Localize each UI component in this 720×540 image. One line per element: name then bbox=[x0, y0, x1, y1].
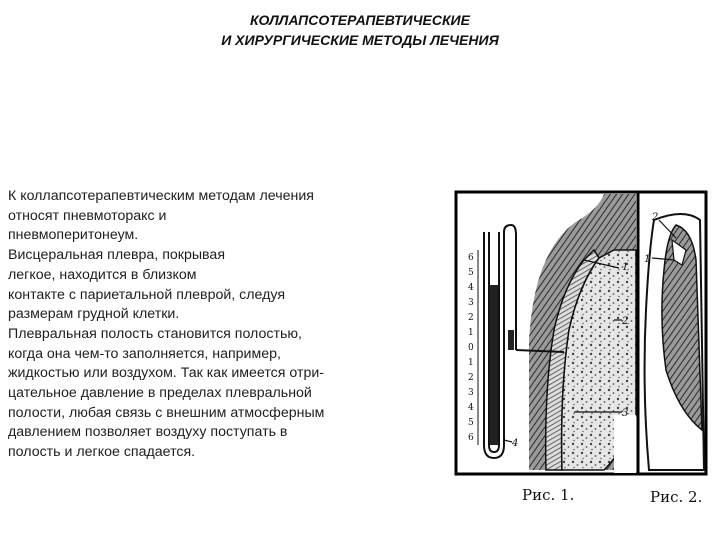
callout-3: 3 bbox=[622, 408, 629, 419]
caption-figure-2: Рис. 2. bbox=[650, 488, 703, 506]
callout-2: 2 bbox=[622, 316, 629, 327]
body-line: полости, любая связь с внешним атмосферным bbox=[8, 404, 325, 421]
svg-text:3: 3 bbox=[468, 298, 474, 308]
svg-text:3: 3 bbox=[468, 388, 474, 398]
body-line: размерам грудной клетки. bbox=[8, 306, 180, 323]
body-line: жидкостью или воздухом. Так как имеется отри- bbox=[8, 365, 325, 382]
svg-text:5: 5 bbox=[468, 268, 474, 278]
body-line: легкое, находится в близком bbox=[8, 266, 197, 283]
body-line: контакте с париетальной плеврой, следуя bbox=[8, 286, 286, 303]
body-line: давлением позволяет воздуху поступать в bbox=[8, 424, 288, 441]
svg-text:4: 4 bbox=[468, 283, 474, 293]
caption-figure-1: Рис. 1. bbox=[522, 486, 575, 504]
body-text bbox=[8, 187, 393, 463]
svg-text:2: 2 bbox=[468, 313, 474, 323]
body-line: цательное давление в пределах плевральной bbox=[8, 385, 312, 402]
callout-fig2-2: 2 bbox=[652, 212, 659, 223]
body-line: относят пневмоторакс и bbox=[8, 207, 167, 224]
svg-text:4: 4 bbox=[468, 403, 474, 413]
body-line: К коллапсотерапевтическим методам лечения bbox=[8, 188, 314, 204]
svg-text:6: 6 bbox=[468, 433, 474, 443]
svg-text:0: 0 bbox=[468, 343, 474, 353]
title-line-2: И ХИРУРГИЧЕСКИЕ МЕТОДЫ ЛЕЧЕНИЯ bbox=[221, 32, 499, 48]
svg-text:6: 6 bbox=[468, 253, 474, 263]
callout-1: 1 bbox=[622, 262, 629, 273]
pneumothorax-illustration bbox=[454, 190, 710, 535]
body-line: Висцеральная плевра, покрывая bbox=[8, 247, 226, 264]
svg-text:1: 1 bbox=[468, 358, 474, 368]
body-line: полость и легкое спадается. bbox=[8, 444, 196, 461]
svg-text:5: 5 bbox=[468, 418, 474, 428]
body-line: когда она чем-то заполняется, например, bbox=[8, 345, 281, 362]
title-line-1: КОЛЛАПСОТЕРАПЕВТИЧЕСКИЕ bbox=[250, 12, 470, 28]
svg-text:2: 2 bbox=[468, 373, 474, 383]
callout-fig2-1: 1 bbox=[644, 254, 651, 265]
body-line: Плевральная полость становится полостью, bbox=[8, 325, 302, 342]
callout-4: 4 bbox=[512, 438, 519, 449]
svg-text:1: 1 bbox=[468, 328, 474, 338]
slide-title bbox=[0, 10, 720, 50]
body-line: пневмоперитонеум. bbox=[8, 227, 139, 244]
